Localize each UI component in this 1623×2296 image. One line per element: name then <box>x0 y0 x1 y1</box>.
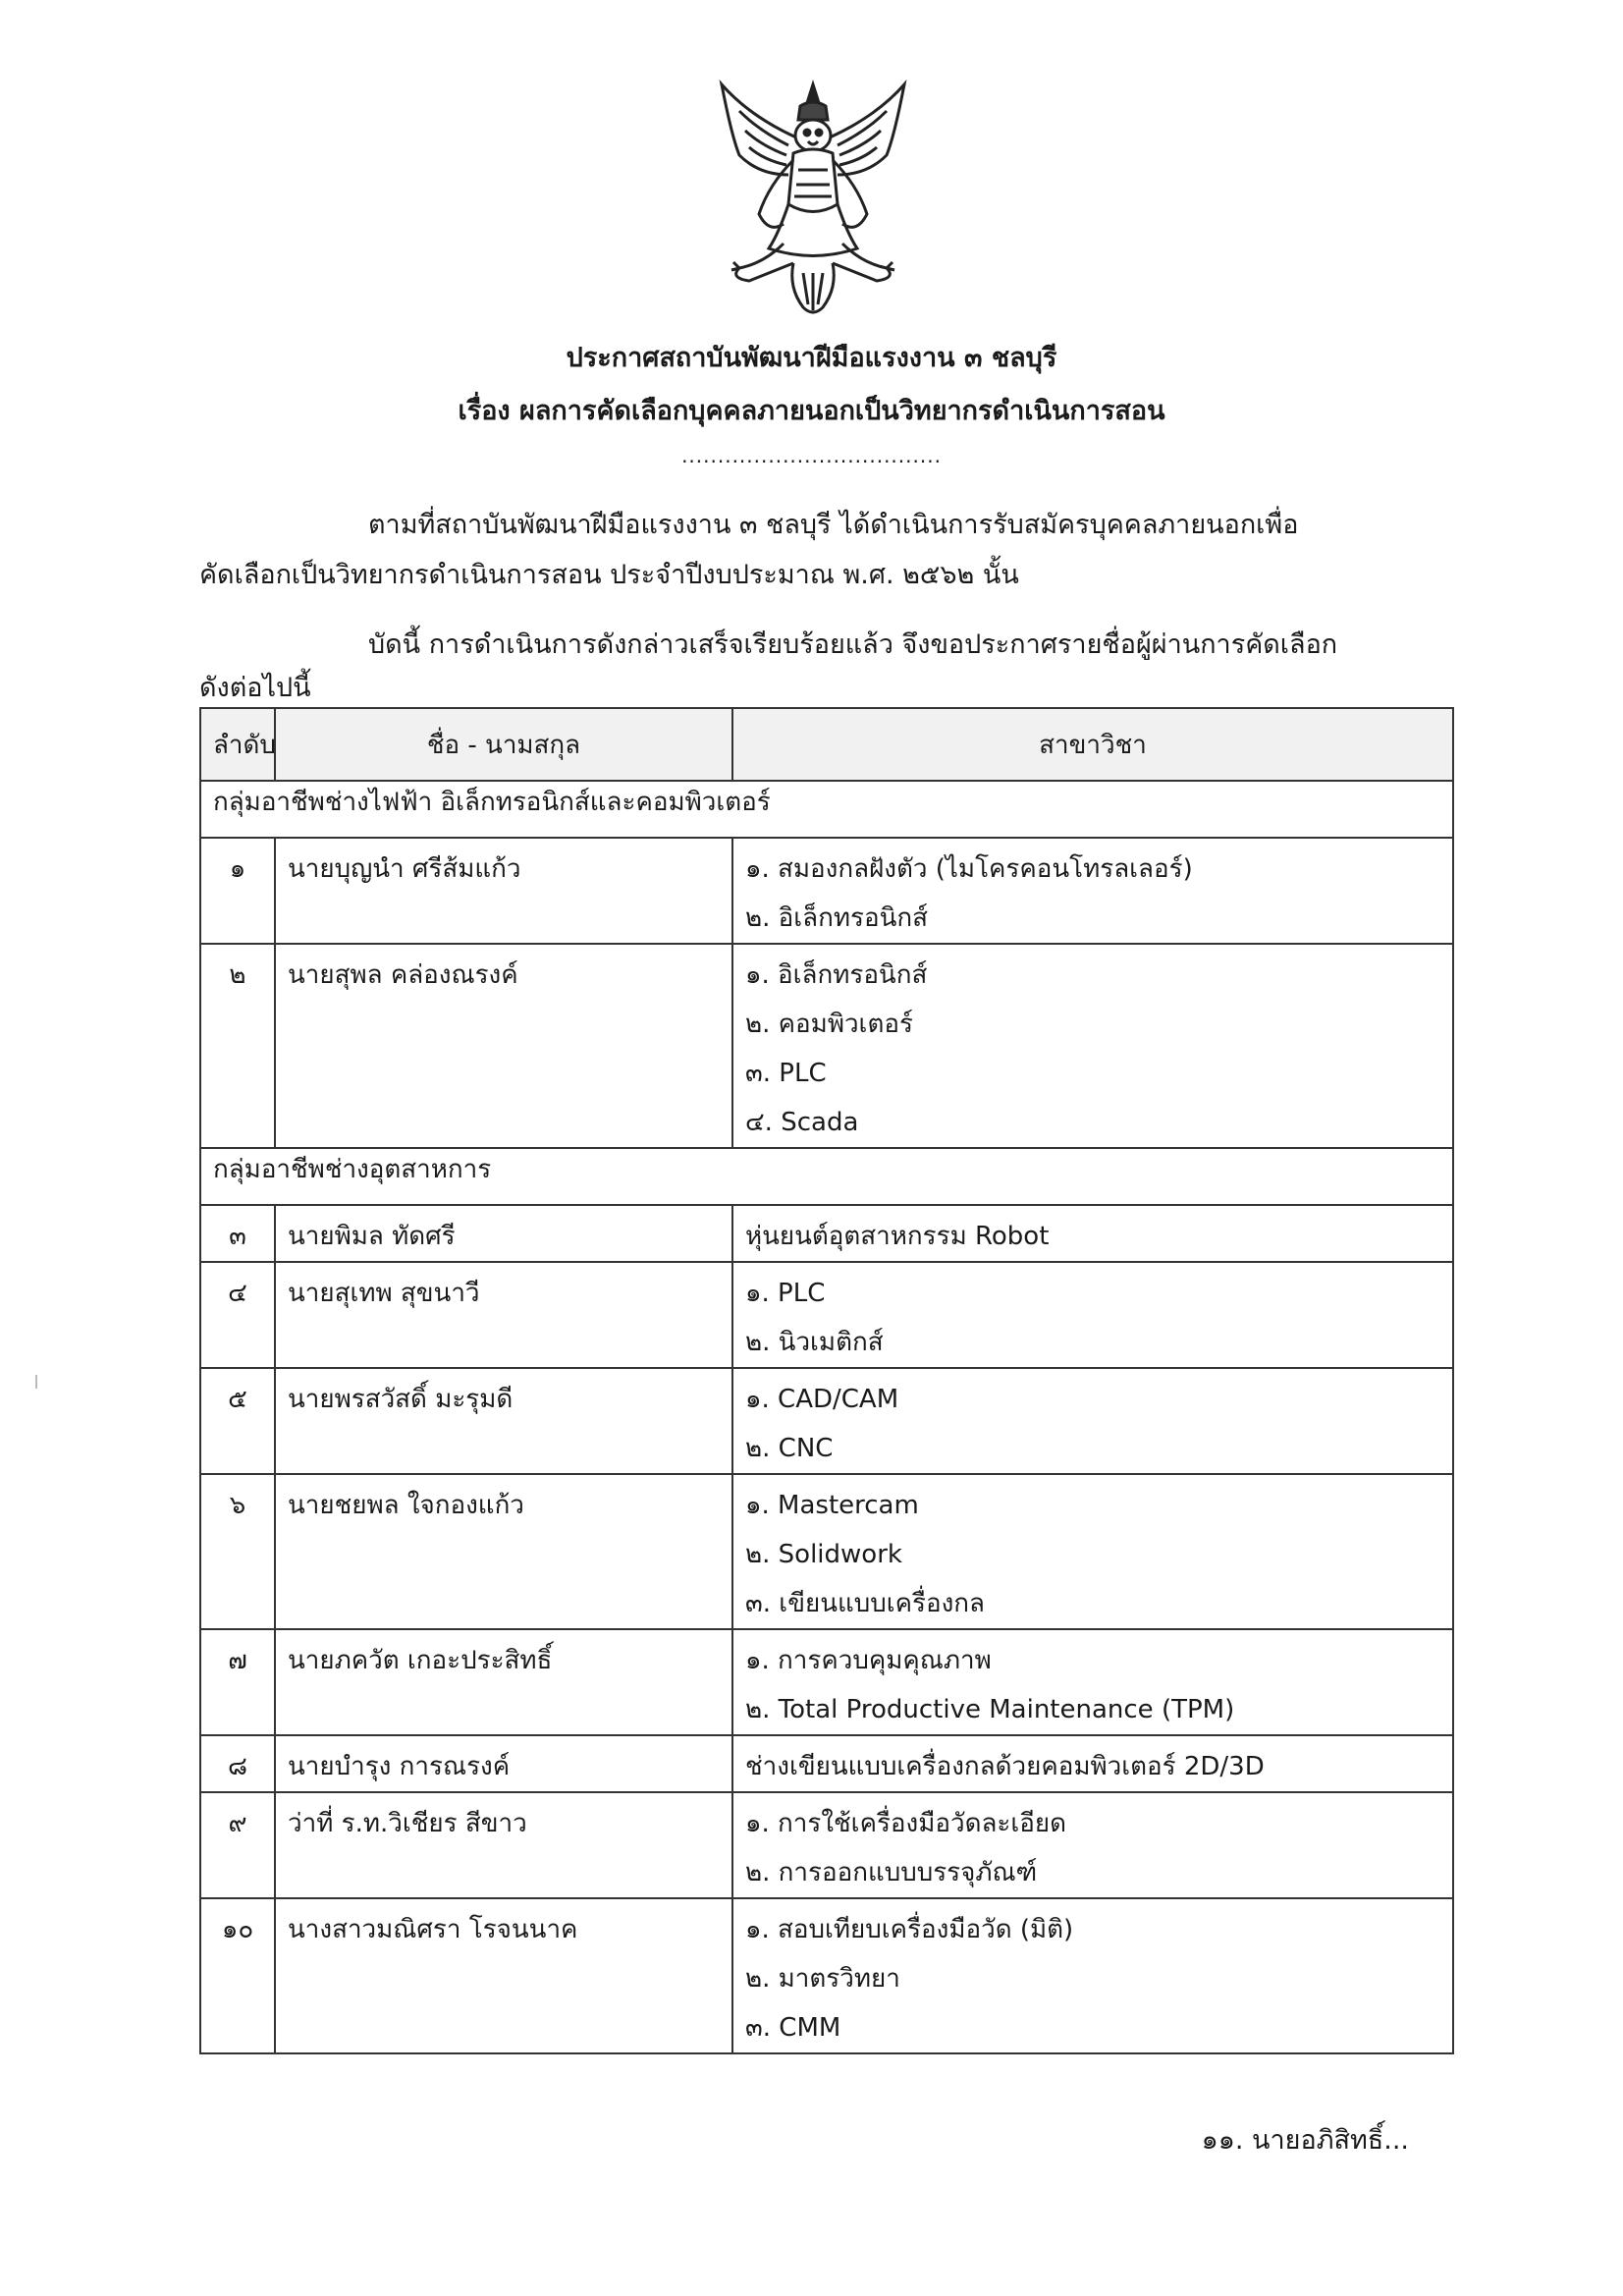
subject-item: ๒. อิเล็กทรอนิกส์ <box>745 903 928 933</box>
subject-item: ๒. มาตรวิทยา <box>745 1964 900 1994</box>
subject-item: ๑. PLC <box>745 1279 826 1308</box>
subject-item: ๒. การออกแบบบรรจุภัณฑ์ <box>745 1858 1038 1887</box>
subject-item: ๑. การใช้เครื่องมือวัดละเอียด <box>745 1809 1066 1838</box>
header-subject: สาขาวิชา <box>732 708 1453 781</box>
person-name: นายภควัต เกอะประสิทธิ์ <box>288 1646 553 1675</box>
subject-cell <box>732 1368 1453 1474</box>
subject-item: ๓. CMM <box>745 2013 841 2043</box>
person-name: นายสุพล คล่องณรงค์ <box>288 960 518 990</box>
continuation-note: ๑๑. นายอภิสิทธิ์... <box>1201 2125 1409 2156</box>
subject-item: ๑. CAD/CAM <box>745 1385 899 1414</box>
order-number: ๔ <box>228 1279 247 1308</box>
name-cell <box>275 1262 732 1368</box>
subject-item: ๒. นิวเมติกส์ <box>745 1328 884 1357</box>
subject-item: ๒. Total Productive Maintenance (TPM) <box>745 1695 1235 1724</box>
name-cell <box>275 1792 732 1898</box>
order-number: ๘ <box>227 1752 248 1781</box>
subject-cell <box>732 1629 1453 1735</box>
subject-item: ๒. Solidwork <box>745 1540 902 1569</box>
name-cell <box>275 1629 732 1735</box>
order-number: ๕ <box>228 1385 247 1414</box>
order-cell <box>200 1898 275 2053</box>
group-row <box>200 781 1453 838</box>
subject-cell <box>732 838 1453 944</box>
order-cell <box>200 1735 275 1792</box>
group-row <box>200 1148 1453 1205</box>
person-name: นายชยพล ใจกองแก้ว <box>288 1491 524 1520</box>
person-name: นายบำรุง การณรงค์ <box>288 1752 511 1781</box>
order-cell <box>200 944 275 1148</box>
table-row <box>200 1735 1453 1792</box>
garuda-emblem-icon <box>710 77 916 322</box>
scan-mark <box>35 1375 37 1389</box>
subject-item: ๓. เขียนแบบเครื่องกล <box>745 1589 985 1618</box>
subject-item: ช่างเขียนแบบเครื่องกลด้วยคอมพิวเตอร์ 2D/3D <box>745 1752 1265 1781</box>
subject-cell <box>732 1735 1453 1792</box>
name-cell <box>275 1368 732 1474</box>
subject-item: ๓. PLC <box>745 1059 827 1088</box>
table-row <box>200 1368 1453 1474</box>
table-row <box>200 838 1453 944</box>
order-cell <box>200 1629 275 1735</box>
table-row <box>200 944 1453 1148</box>
name-cell <box>275 944 732 1148</box>
subject-item: ๑. สอบเทียบเครื่องมือวัด (มิติ) <box>745 1915 1074 1944</box>
order-cell <box>200 1474 275 1629</box>
subject-item: ๑. การควบคุมคุณภาพ <box>745 1646 992 1675</box>
subject-cell <box>732 1898 1453 2053</box>
subject-item: ๑. สมองกลฝังตัว (ไมโครคอนโทรลเลอร์) <box>745 854 1193 884</box>
person-name: นายสุเทพ สุขนาวี <box>288 1279 480 1308</box>
header-name: ชื่อ - นามสกุล <box>275 708 732 781</box>
selection-results-table <box>199 707 1454 2054</box>
order-number: ๙ <box>228 1809 247 1838</box>
name-cell <box>275 1735 732 1792</box>
subject-cell <box>732 1262 1453 1368</box>
order-number: ๓ <box>229 1222 246 1251</box>
person-name: นายบุญนำ ศรีส้มแก้ว <box>288 854 521 884</box>
subject-item: ๒. คอมพิวเตอร์ <box>745 1010 913 1039</box>
order-cell <box>200 1205 275 1262</box>
announcement-title: ประกาศสถาบันพัฒนาฝีมือแรงงาน ๓ ชลบุรี <box>566 343 1057 373</box>
group-title: กลุ่มอาชีพช่างอุตสาหการ <box>200 1148 1453 1205</box>
order-number: ๖ <box>229 1491 246 1520</box>
paragraph-1-line-1: ตามที่สถาบันพัฒนาฝีมือแรงงาน ๓ ชลบุรี ได้ดำเนินการรับสมัครบุคคลภายนอกเพื่อ <box>368 510 1299 540</box>
order-cell <box>200 1792 275 1898</box>
name-cell <box>275 1205 732 1262</box>
table-header-row <box>200 708 1453 781</box>
name-cell <box>275 1898 732 2053</box>
table-row <box>200 1205 1453 1262</box>
table-row <box>200 1262 1453 1368</box>
subject-cell <box>732 1474 1453 1629</box>
announcement-subject: เรื่อง ผลการคัดเลือกบุคคลภายนอกเป็นวิทยากรดำเนินการสอน <box>458 396 1165 426</box>
order-number: ๒ <box>229 960 246 990</box>
order-number: ๑๐ <box>221 1915 254 1944</box>
subject-cell <box>732 944 1453 1148</box>
table-row <box>200 1474 1453 1629</box>
person-name: นางสาวมณิศรา โรจนนาค <box>288 1915 578 1944</box>
person-name: ว่าที่ ร.ท.วิเชียร สีขาว <box>288 1809 527 1838</box>
paragraph-2-line-2: ดังต่อไปนี้ <box>199 673 311 703</box>
header-order: ลำดับ <box>200 708 275 781</box>
subject-item: ๑. Mastercam <box>745 1491 919 1520</box>
order-number: ๗ <box>228 1646 247 1675</box>
paragraph-2-line-1: บัดนี้ การดำเนินการดังกล่าวเสร็จเรียบร้อยแล้ว จึงขอประกาศรายชื่อผู้ผ่านการคัดเลือก <box>368 629 1338 660</box>
table-row <box>200 1898 1453 2053</box>
person-name: นายพรสวัสดิ์ มะรุมดี <box>288 1385 514 1414</box>
subject-item: ๑. อิเล็กทรอนิกส์ <box>745 960 928 990</box>
group-title: กลุ่มอาชีพช่างไฟฟ้า อิเล็กทรอนิกส์และคอมพิวเตอร์ <box>200 781 1453 838</box>
order-cell <box>200 1262 275 1368</box>
subject-item: ๒. CNC <box>745 1434 834 1463</box>
name-cell <box>275 838 732 944</box>
person-name: นายพิมล ทัดศรี <box>288 1222 456 1251</box>
subject-item: ๔. Scada <box>745 1108 859 1137</box>
table-row <box>200 1629 1453 1735</box>
subject-item: หุ่นยนต์อุตสาหกรรม Robot <box>745 1222 1050 1251</box>
table-row <box>200 1792 1453 1898</box>
paragraph-1-line-2: คัดเลือกเป็นวิทยากรดำเนินการสอน ประจำปีงบประมาณ พ.ศ. ๒๕๖๒ นั้น <box>199 560 1019 590</box>
title-separator: .................................... <box>681 444 942 467</box>
subject-cell <box>732 1205 1453 1262</box>
subject-cell <box>732 1792 1453 1898</box>
name-cell <box>275 1474 732 1629</box>
order-number: ๑ <box>229 854 246 884</box>
order-cell <box>200 1368 275 1474</box>
order-cell <box>200 838 275 944</box>
